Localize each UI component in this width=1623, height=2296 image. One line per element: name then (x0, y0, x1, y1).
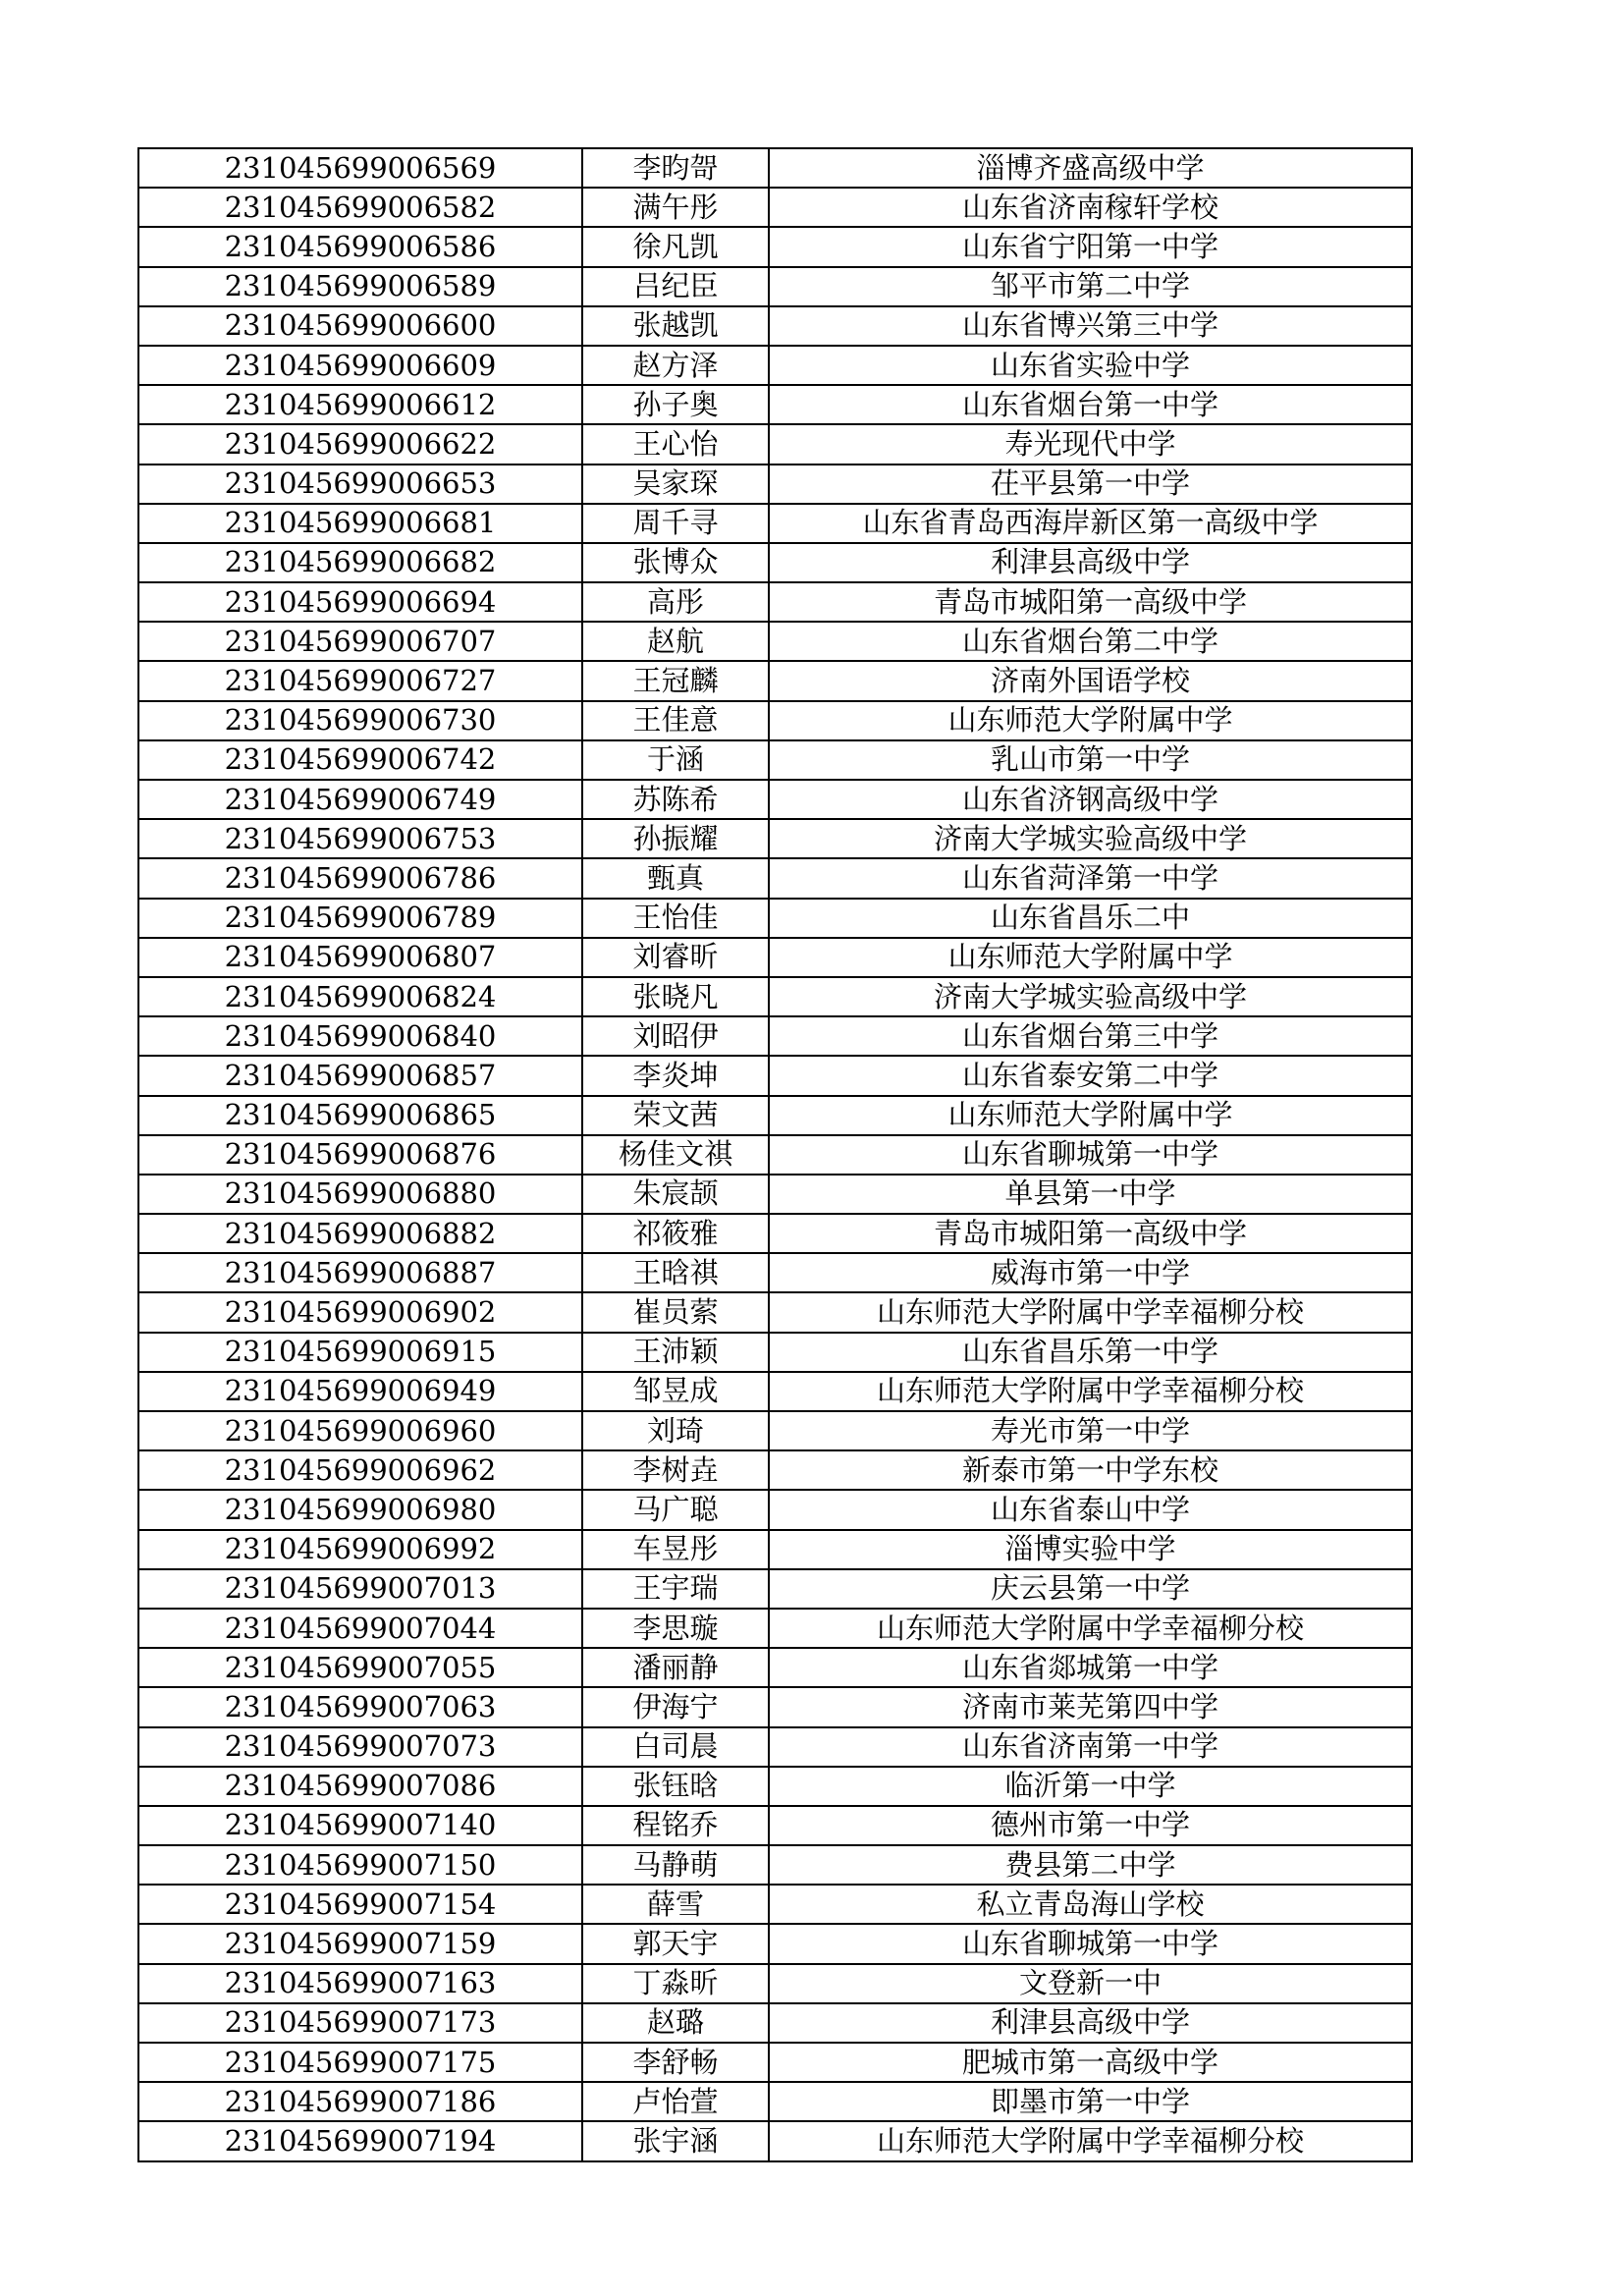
student-name-cell: 张越凯 (582, 306, 769, 346)
student-name-cell: 邹昱成 (582, 1372, 769, 1411)
school-name-cell: 山东师范大学附属中学 (769, 938, 1412, 977)
exam-id-cell: 231045699006840 (138, 1016, 582, 1056)
student-name-cell: 崔员萦 (582, 1292, 769, 1332)
school-name-cell: 单县第一中学 (769, 1175, 1412, 1214)
exam-id-cell: 231045699006727 (138, 661, 582, 700)
school-name-cell: 山东省菏泽第一中学 (769, 858, 1412, 898)
school-name-cell: 费县第二中学 (769, 1845, 1412, 1885)
school-name-cell: 庆云县第一中学 (769, 1569, 1412, 1609)
table-row (138, 1411, 1412, 1450)
school-name-cell: 山东省聊城第一中学 (769, 1924, 1412, 1963)
table-row (138, 1924, 1412, 1963)
table-row (138, 1135, 1412, 1175)
exam-id-cell: 231045699007163 (138, 1964, 582, 2003)
exam-id-cell: 231045699006807 (138, 938, 582, 977)
school-name-cell: 山东省烟台第三中学 (769, 1016, 1412, 1056)
table-row (138, 424, 1412, 464)
school-name-cell: 济南大学城实验高级中学 (769, 819, 1412, 858)
student-name-cell: 李舒畅 (582, 2043, 769, 2082)
school-name-cell: 山东省济钢高级中学 (769, 780, 1412, 819)
table-row (138, 1964, 1412, 2003)
table-row (138, 1490, 1412, 1529)
roster-table-body (138, 148, 1412, 2161)
student-name-cell: 于涵 (582, 740, 769, 780)
student-name-cell: 吴家琛 (582, 465, 769, 504)
student-name-cell: 马静萌 (582, 1845, 769, 1885)
student-name-cell: 李树垚 (582, 1450, 769, 1490)
table-row (138, 1372, 1412, 1411)
exam-id-cell: 231045699007073 (138, 1727, 582, 1767)
school-name-cell: 济南市莱芜第四中学 (769, 1687, 1412, 1726)
school-name-cell: 茌平县第一中学 (769, 465, 1412, 504)
student-name-cell: 王沛颖 (582, 1333, 769, 1372)
student-name-cell: 薛雪 (582, 1885, 769, 1924)
school-name-cell: 济南外国语学校 (769, 661, 1412, 700)
school-name-cell: 山东省泰安第二中学 (769, 1056, 1412, 1095)
student-name-cell: 张晓凡 (582, 977, 769, 1016)
school-name-cell: 山东省宁阳第一中学 (769, 227, 1412, 266)
student-name-cell: 张钰晗 (582, 1767, 769, 1806)
student-name-cell: 王佳意 (582, 701, 769, 740)
student-name-cell: 卢怡萱 (582, 2082, 769, 2121)
exam-id-cell: 231045699006876 (138, 1135, 582, 1175)
roster-sheet (137, 147, 1411, 2162)
school-name-cell: 肥城市第一高级中学 (769, 2043, 1412, 2082)
exam-id-cell: 231045699006586 (138, 227, 582, 266)
table-row (138, 938, 1412, 977)
student-name-cell: 朱宸颉 (582, 1175, 769, 1214)
exam-id-cell: 231045699006824 (138, 977, 582, 1016)
exam-id-cell: 231045699006949 (138, 1372, 582, 1411)
exam-id-cell: 231045699006749 (138, 780, 582, 819)
student-name-cell: 郭天宇 (582, 1924, 769, 1963)
exam-id-cell: 231045699007173 (138, 2003, 582, 2043)
school-name-cell: 山东省济南第一中学 (769, 1727, 1412, 1767)
table-row (138, 1096, 1412, 1135)
table-row (138, 465, 1412, 504)
student-name-cell: 孙振耀 (582, 819, 769, 858)
school-name-cell: 青岛市城阳第一高级中学 (769, 582, 1412, 622)
exam-id-cell: 231045699006992 (138, 1530, 582, 1569)
student-name-cell: 王宇瑞 (582, 1569, 769, 1609)
exam-id-cell: 231045699007063 (138, 1687, 582, 1726)
table-row (138, 1767, 1412, 1806)
school-name-cell: 山东师范大学附属中学幸福柳分校 (769, 1372, 1412, 1411)
exam-id-cell: 231045699006681 (138, 504, 582, 543)
exam-id-cell: 231045699007086 (138, 1767, 582, 1806)
student-name-cell: 徐凡凯 (582, 227, 769, 266)
table-row (138, 188, 1412, 227)
school-name-cell: 文登新一中 (769, 1964, 1412, 2003)
table-row (138, 1292, 1412, 1332)
exam-id-cell: 231045699006707 (138, 622, 582, 661)
table-row (138, 1806, 1412, 1845)
student-name-cell: 祁筱雅 (582, 1214, 769, 1253)
exam-id-cell: 231045699006960 (138, 1411, 582, 1450)
student-name-cell: 荣文茜 (582, 1096, 769, 1135)
student-name-cell: 潘丽静 (582, 1648, 769, 1687)
table-row (138, 858, 1412, 898)
school-name-cell: 利津县高级中学 (769, 543, 1412, 582)
table-row (138, 622, 1412, 661)
school-name-cell: 济南大学城实验高级中学 (769, 977, 1412, 1016)
student-name-cell: 程铭乔 (582, 1806, 769, 1845)
exam-id-cell: 231045699006582 (138, 188, 582, 227)
table-row (138, 1253, 1412, 1292)
school-name-cell: 私立青岛海山学校 (769, 1885, 1412, 1924)
table-row (138, 1687, 1412, 1726)
school-name-cell: 即墨市第一中学 (769, 2082, 1412, 2121)
school-name-cell: 山东师范大学附属中学幸福柳分校 (769, 1609, 1412, 1648)
school-name-cell: 山东省聊城第一中学 (769, 1135, 1412, 1175)
exam-id-cell: 231045699007055 (138, 1648, 582, 1687)
table-row (138, 1727, 1412, 1767)
exam-id-cell: 231045699006622 (138, 424, 582, 464)
exam-id-cell: 231045699006786 (138, 858, 582, 898)
exam-id-cell: 231045699006682 (138, 543, 582, 582)
school-name-cell: 山东省烟台第一中学 (769, 385, 1412, 424)
school-name-cell: 邹平市第二中学 (769, 267, 1412, 306)
table-row (138, 701, 1412, 740)
student-name-cell: 马广聪 (582, 1490, 769, 1529)
table-row (138, 740, 1412, 780)
student-name-cell: 满午彤 (582, 188, 769, 227)
school-name-cell: 寿光市第一中学 (769, 1411, 1412, 1450)
student-name-cell: 伊海宁 (582, 1687, 769, 1726)
school-name-cell: 新泰市第一中学东校 (769, 1450, 1412, 1490)
exam-id-cell: 231045699006980 (138, 1490, 582, 1529)
table-row (138, 2003, 1412, 2043)
exam-id-cell: 231045699007013 (138, 1569, 582, 1609)
table-row (138, 504, 1412, 543)
school-name-cell: 利津县高级中学 (769, 2003, 1412, 2043)
student-name-cell: 李炎坤 (582, 1056, 769, 1095)
student-name-cell: 赵方泽 (582, 346, 769, 385)
school-name-cell: 山东师范大学附属中学幸福柳分校 (769, 1292, 1412, 1332)
table-row (138, 582, 1412, 622)
student-name-cell: 赵璐 (582, 2003, 769, 2043)
table-row (138, 2043, 1412, 2082)
school-name-cell: 临沂第一中学 (769, 1767, 1412, 1806)
school-name-cell: 淄博实验中学 (769, 1530, 1412, 1569)
student-name-cell: 刘昭伊 (582, 1016, 769, 1056)
table-row (138, 819, 1412, 858)
exam-id-cell: 231045699006915 (138, 1333, 582, 1372)
student-name-cell: 张宇涵 (582, 2121, 769, 2160)
student-name-cell: 苏陈希 (582, 780, 769, 819)
student-name-cell: 吕纪臣 (582, 267, 769, 306)
exam-id-cell: 231045699007194 (138, 2121, 582, 2160)
exam-id-cell: 231045699006742 (138, 740, 582, 780)
school-name-cell: 乳山市第一中学 (769, 740, 1412, 780)
exam-id-cell: 231045699006857 (138, 1056, 582, 1095)
school-name-cell: 德州市第一中学 (769, 1806, 1412, 1845)
student-name-cell: 王心怡 (582, 424, 769, 464)
school-name-cell: 山东省博兴第三中学 (769, 306, 1412, 346)
table-row (138, 1530, 1412, 1569)
table-row (138, 1214, 1412, 1253)
school-name-cell: 青岛市城阳第一高级中学 (769, 1214, 1412, 1253)
school-name-cell: 山东师范大学附属中学幸福柳分校 (769, 2121, 1412, 2160)
table-row (138, 385, 1412, 424)
exam-id-cell: 231045699006612 (138, 385, 582, 424)
student-name-cell: 李思璇 (582, 1609, 769, 1648)
student-name-cell: 杨佳文祺 (582, 1135, 769, 1175)
school-name-cell: 山东省济南稼轩学校 (769, 188, 1412, 227)
school-name-cell: 山东省青岛西海岸新区第一高级中学 (769, 504, 1412, 543)
table-row (138, 1845, 1412, 1885)
roster-table (137, 147, 1413, 2162)
student-name-cell: 孙子奥 (582, 385, 769, 424)
student-name-cell: 王晗祺 (582, 1253, 769, 1292)
exam-id-cell: 231045699006753 (138, 819, 582, 858)
school-name-cell: 威海市第一中学 (769, 1253, 1412, 1292)
student-name-cell: 周千寻 (582, 504, 769, 543)
exam-id-cell: 231045699007175 (138, 2043, 582, 2082)
school-name-cell: 山东师范大学附属中学 (769, 701, 1412, 740)
exam-id-cell: 231045699006880 (138, 1175, 582, 1214)
school-name-cell: 山东省郯城第一中学 (769, 1648, 1412, 1687)
table-row (138, 1450, 1412, 1490)
table-row (138, 1056, 1412, 1095)
exam-id-cell: 231045699007154 (138, 1885, 582, 1924)
table-row (138, 1648, 1412, 1687)
school-name-cell: 山东省烟台第二中学 (769, 622, 1412, 661)
school-name-cell: 山东省实验中学 (769, 346, 1412, 385)
table-row (138, 1885, 1412, 1924)
table-row (138, 306, 1412, 346)
exam-id-cell: 231045699007159 (138, 1924, 582, 1963)
table-row (138, 2121, 1412, 2160)
exam-id-cell: 231045699006962 (138, 1450, 582, 1490)
exam-id-cell: 231045699006902 (138, 1292, 582, 1332)
table-row (138, 227, 1412, 266)
exam-id-cell: 231045699006882 (138, 1214, 582, 1253)
school-name-cell: 山东省昌乐二中 (769, 899, 1412, 938)
school-name-cell: 山东省昌乐第一中学 (769, 1333, 1412, 1372)
table-row (138, 899, 1412, 938)
student-name-cell: 刘睿昕 (582, 938, 769, 977)
exam-id-cell: 231045699006653 (138, 465, 582, 504)
table-row (138, 1016, 1412, 1056)
exam-id-cell: 231045699007150 (138, 1845, 582, 1885)
exam-id-cell: 231045699006609 (138, 346, 582, 385)
exam-id-cell: 231045699007186 (138, 2082, 582, 2121)
exam-id-cell: 231045699007140 (138, 1806, 582, 1845)
school-name-cell: 寿光现代中学 (769, 424, 1412, 464)
student-name-cell: 李昀哿 (582, 148, 769, 188)
table-row (138, 1175, 1412, 1214)
table-row (138, 661, 1412, 700)
exam-id-cell: 231045699006589 (138, 267, 582, 306)
table-row (138, 780, 1412, 819)
exam-id-cell: 231045699006600 (138, 306, 582, 346)
school-name-cell: 山东师范大学附属中学 (769, 1096, 1412, 1135)
table-row (138, 2082, 1412, 2121)
student-name-cell: 赵航 (582, 622, 769, 661)
table-row (138, 543, 1412, 582)
student-name-cell: 刘琦 (582, 1411, 769, 1450)
exam-id-cell: 231045699006569 (138, 148, 582, 188)
student-name-cell: 王冠麟 (582, 661, 769, 700)
student-name-cell: 张博众 (582, 543, 769, 582)
student-name-cell: 王怡佳 (582, 899, 769, 938)
exam-id-cell: 231045699007044 (138, 1609, 582, 1648)
table-row (138, 977, 1412, 1016)
student-name-cell: 白司晨 (582, 1727, 769, 1767)
exam-id-cell: 231045699006865 (138, 1096, 582, 1135)
table-row (138, 148, 1412, 188)
exam-id-cell: 231045699006789 (138, 899, 582, 938)
table-row (138, 346, 1412, 385)
exam-id-cell: 231045699006730 (138, 701, 582, 740)
exam-id-cell: 231045699006694 (138, 582, 582, 622)
student-name-cell: 甄真 (582, 858, 769, 898)
exam-id-cell: 231045699006887 (138, 1253, 582, 1292)
student-name-cell: 丁淼昕 (582, 1964, 769, 2003)
table-row (138, 267, 1412, 306)
table-row (138, 1569, 1412, 1609)
student-name-cell: 高彤 (582, 582, 769, 622)
school-name-cell: 淄博齐盛高级中学 (769, 148, 1412, 188)
table-row (138, 1333, 1412, 1372)
school-name-cell: 山东省泰山中学 (769, 1490, 1412, 1529)
student-name-cell: 车昱彤 (582, 1530, 769, 1569)
table-row (138, 1609, 1412, 1648)
